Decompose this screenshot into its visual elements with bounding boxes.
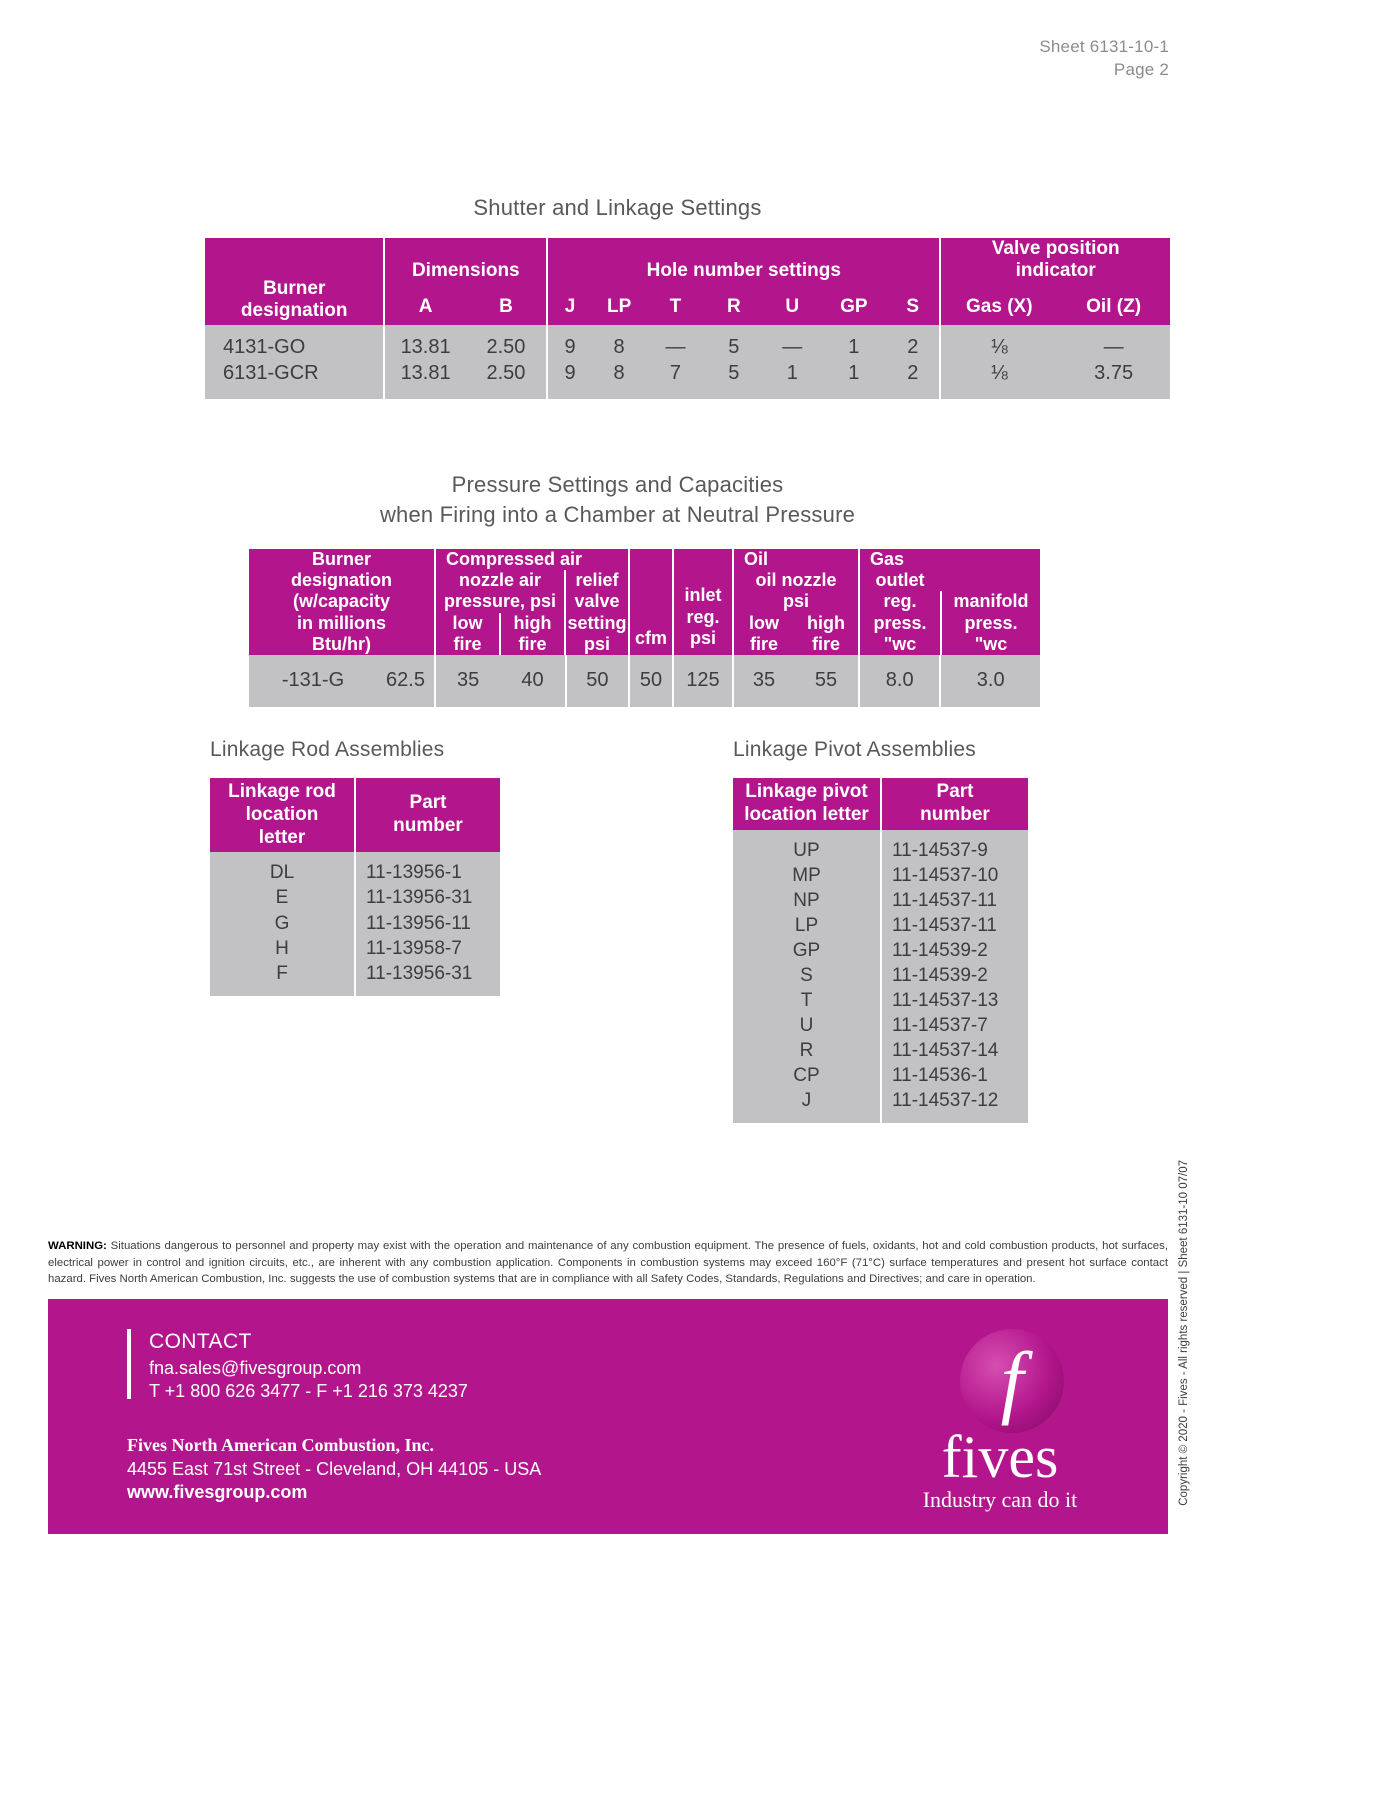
pressure-settings-table-wrap [249,549,1040,707]
table2-bottom-spacer [249,693,1040,707]
cell-rod-letter: G [210,911,355,936]
cell-designation: -131-G [249,667,377,693]
contact-divider [127,1329,131,1399]
cell-pivot-part: 11-14539-2 [881,938,1028,963]
cell-pivot-part: 11-14537-9 [881,838,1028,863]
th-pivot-part-number: Part number [881,778,1028,830]
table-row [249,667,1040,693]
th-burner-designation: Burner designation [205,238,384,325]
cell-nozzle-low: 35 [435,667,500,693]
cell-t: 7 [646,361,704,387]
side-copyright: Copyright © 2020 - Fives - All rights reserved | Sheet 6131-10 07/07 [1178,1160,1190,1506]
cell-pivot-letter: CP [733,1063,881,1088]
table-row [733,1063,1028,1088]
th-rod-location-letter: Linkage rod location letter [210,778,355,852]
th-hole-t: T [646,285,704,325]
cell-r: 5 [705,335,763,361]
cell-gas-outlet: 8.0 [859,667,940,693]
linkage-pivot-spacer [733,830,1028,838]
cell-j: 9 [547,361,592,387]
th-hole-r: R [705,285,763,325]
cell-pivot-part: 11-14537-11 [881,913,1028,938]
table-row [733,913,1028,938]
cell-oil-z: 3.75 [1057,361,1170,387]
linkage-rod-title: Linkage Rod Assemblies [210,738,445,761]
table-row [733,963,1028,988]
linkage-rod-section [210,738,500,996]
warning-block [48,1238,1168,1288]
table-row [733,988,1028,1013]
cell-cfm: 50 [629,667,673,693]
cell-rod-part: 11-13956-31 [355,961,500,986]
cell-lp: 8 [592,335,646,361]
th-burner-capacity: Burner designation (w/capacity in millions Btu/hr) [249,549,435,655]
th-hole-s: S [886,285,940,325]
th-gas-manifold: manifold press. "wc [940,591,1040,655]
th-valve-position-indicator: Valve position indicator [940,238,1170,285]
warning-label: WARNING: [48,1240,107,1252]
linkage-rod-spacer [210,852,500,860]
table1-bottom-spacer [205,387,1170,399]
contact-email[interactable]: fna.sales@fivesgroup.com [149,1358,362,1378]
cell-designation: 4131-GO [205,335,384,361]
cell-pivot-letter: MP [733,863,881,888]
cell-oil-z: — [1057,335,1170,361]
th-hole-lp: LP [592,285,646,325]
linkage-rod-header-row [210,778,500,852]
th-hole-u: U [763,285,821,325]
cell-pivot-part: 11-14536-1 [881,1063,1028,1088]
cell-u: 1 [763,361,821,387]
th-hole-gp: GP [821,285,886,325]
cell-pivot-part: 11-14539-2 [881,963,1028,988]
cell-rod-letter: DL [210,860,355,885]
table-row [733,863,1028,888]
th-nozzle-low: low fire [452,612,483,654]
logo-wordmark: fives [941,1424,1059,1490]
table1-title-wrap [0,193,1235,223]
company-address: 4455 East 71st Street - Cleveland, OH 44105 - USA [127,1459,542,1479]
linkage-pivot-header-row [733,778,1028,830]
table2-title-line1: Pressure Settings and Capacities [451,472,784,497]
linkage-rod-table [210,778,500,996]
cell-capacity: 62.5 [377,667,435,693]
th-inlet-reg: inlet reg. psi [673,549,733,655]
linkage-pivot-title: Linkage Pivot Assemblies [733,738,976,761]
cell-inlet-reg: 125 [673,667,733,693]
cell-b: 2.50 [466,335,547,361]
table-row [205,335,1170,361]
cell-pivot-letter: U [733,1013,881,1038]
cell-gas-x: ⅛ [940,335,1057,361]
cell-lp: 8 [592,361,646,387]
th-gas-block [859,549,1040,655]
th-dim-a: A [384,285,465,325]
shutter-linkage-table-wrap [205,238,1170,399]
table-row [205,361,1170,387]
th-nozzle-air: nozzle air pressure, psi low fire high fire [436,570,564,655]
cell-rod-part: 11-13956-1 [355,860,500,885]
th-rod-part-number: Part number [355,778,500,852]
footer-band [48,1299,1168,1534]
cell-pivot-letter: S [733,963,881,988]
table-row [733,1038,1028,1063]
logo-tagline: Industry can do it [922,1487,1078,1512]
table-row [210,961,500,986]
cell-gp: 1 [821,335,886,361]
th-cfm: cfm [629,549,673,655]
linkage-pivot-bottom-spacer [733,1113,1028,1123]
table-row [210,911,500,936]
cell-s: 2 [886,361,940,387]
table-row [733,1088,1028,1113]
cell-j: 9 [547,335,592,361]
th-nozzle-high: high fire [499,613,564,655]
cell-a: 13.81 [384,335,465,361]
table-row [733,838,1028,863]
cell-t: — [646,335,704,361]
page-number: Page 2 [1113,59,1169,79]
company-name: Fives North American Combustion, Inc. [127,1435,434,1455]
cell-rod-part: 11-13958-7 [355,936,500,961]
cell-pivot-part: 11-14537-7 [881,1013,1028,1038]
cell-pivot-part: 11-14537-11 [881,888,1028,913]
cell-pivot-part: 11-14537-14 [881,1038,1028,1063]
cell-s: 2 [886,335,940,361]
table1-spacer-row [205,325,1170,335]
table-row [210,885,500,910]
cell-pivot-letter: GP [733,938,881,963]
cell-oil-high: 55 [794,667,859,693]
pressure-settings-table [249,549,1040,707]
th-gas-outlet: outlet reg. press. "wc [873,570,927,654]
linkage-rod-bottom-spacer [210,986,500,996]
cell-oil-low: 35 [733,667,794,693]
cell-gas-x: ⅛ [940,361,1057,387]
company-website[interactable]: www.fivesgroup.com [127,1482,308,1502]
table2-header-row [249,549,1040,655]
cell-nozzle-high: 40 [500,667,565,693]
cell-u: — [763,335,821,361]
th-dimensions: Dimensions [384,238,547,285]
th-compressed-air-block [435,549,629,655]
cell-pivot-part: 11-14537-13 [881,988,1028,1013]
linkage-pivot-section [733,738,1028,1123]
cell-relief-valve: 50 [566,667,629,693]
table1-title: Shutter and Linkage Settings [473,195,762,220]
cell-a: 13.81 [384,361,465,387]
th-hole-j: J [547,285,592,325]
cell-rod-part: 11-13956-31 [355,885,500,910]
th-oil-nozzle: oil nozzle psi [755,570,837,612]
th-compressed-air: Compressed air [446,549,583,569]
th-dim-b: B [466,285,547,325]
table1-header-row-1 [205,238,1170,285]
th-oil-low: low fire [749,612,779,654]
fives-logo [880,1329,1120,1519]
th-oil-high: high fire [807,612,845,654]
contact-heading: CONTACT [149,1330,252,1353]
th-gas: Gas [870,549,905,569]
cell-pivot-letter: UP [733,838,881,863]
sheet-info [1039,36,1169,82]
warning-text: Situations dangerous to personnel and property may exist with the operation and maintenance of any combustion equipment. The presence of fuels, oxidants, hot and cold combustion products, hot surfaces, electrical power in control and ignition circuits, etc., are inherent with any combustion application. Components in combustion systems may exceed 160°F (71°C) surface temperatures and present hot surface contact hazard. Fives North American Combustion, Inc. suggests the use of combustion systems that are in compliance with all Safety Codes, Standards, Regulations and Directives; and care in operation. [48,1240,1168,1286]
cell-b: 2.50 [466,361,547,387]
cell-pivot-part: 11-14537-12 [881,1088,1028,1113]
th-pivot-location-letter: Linkage pivot location letter [733,778,881,830]
linkage-pivot-table [733,778,1028,1123]
cell-gp: 1 [821,361,886,387]
table-row [733,1013,1028,1038]
shutter-linkage-table [205,238,1170,399]
cell-pivot-letter: J [733,1088,881,1113]
contact-phone: T +1 800 626 3477 - F +1 216 373 4237 [149,1381,468,1401]
cell-pivot-part: 11-14537-10 [881,863,1028,888]
cell-rod-part: 11-13956-11 [355,911,500,936]
th-gas-x: Gas (X) [940,285,1057,325]
cell-pivot-letter: T [733,988,881,1013]
cell-pivot-letter: LP [733,913,881,938]
logo-f-letter: f [1000,1335,1024,1426]
cell-pivot-letter: NP [733,888,881,913]
table2-title-wrap [0,470,1235,529]
table2-spacer-row [249,655,1040,667]
table-row [733,938,1028,963]
th-oil: Oil [744,549,769,569]
cell-rod-letter: H [210,936,355,961]
cell-pivot-letter: R [733,1038,881,1063]
table-row [733,888,1028,913]
th-relief-valve: relief valve setting psi [564,570,628,655]
th-oil-z: Oil (Z) [1057,285,1170,325]
th-hole-number-settings: Hole number settings [547,238,940,285]
cell-gas-manifold: 3.0 [940,667,1040,693]
cell-r: 5 [705,361,763,387]
table-row [210,936,500,961]
th-oil-block [733,549,859,655]
cell-rod-letter: E [210,885,355,910]
table-row [210,860,500,885]
cell-rod-letter: F [210,961,355,986]
table2-title-line2: when Firing into a Chamber at Neutral Pressure [379,501,856,527]
sheet-number: Sheet 6131-10-1 [1039,37,1169,56]
cell-designation: 6131-GCR [205,361,384,387]
